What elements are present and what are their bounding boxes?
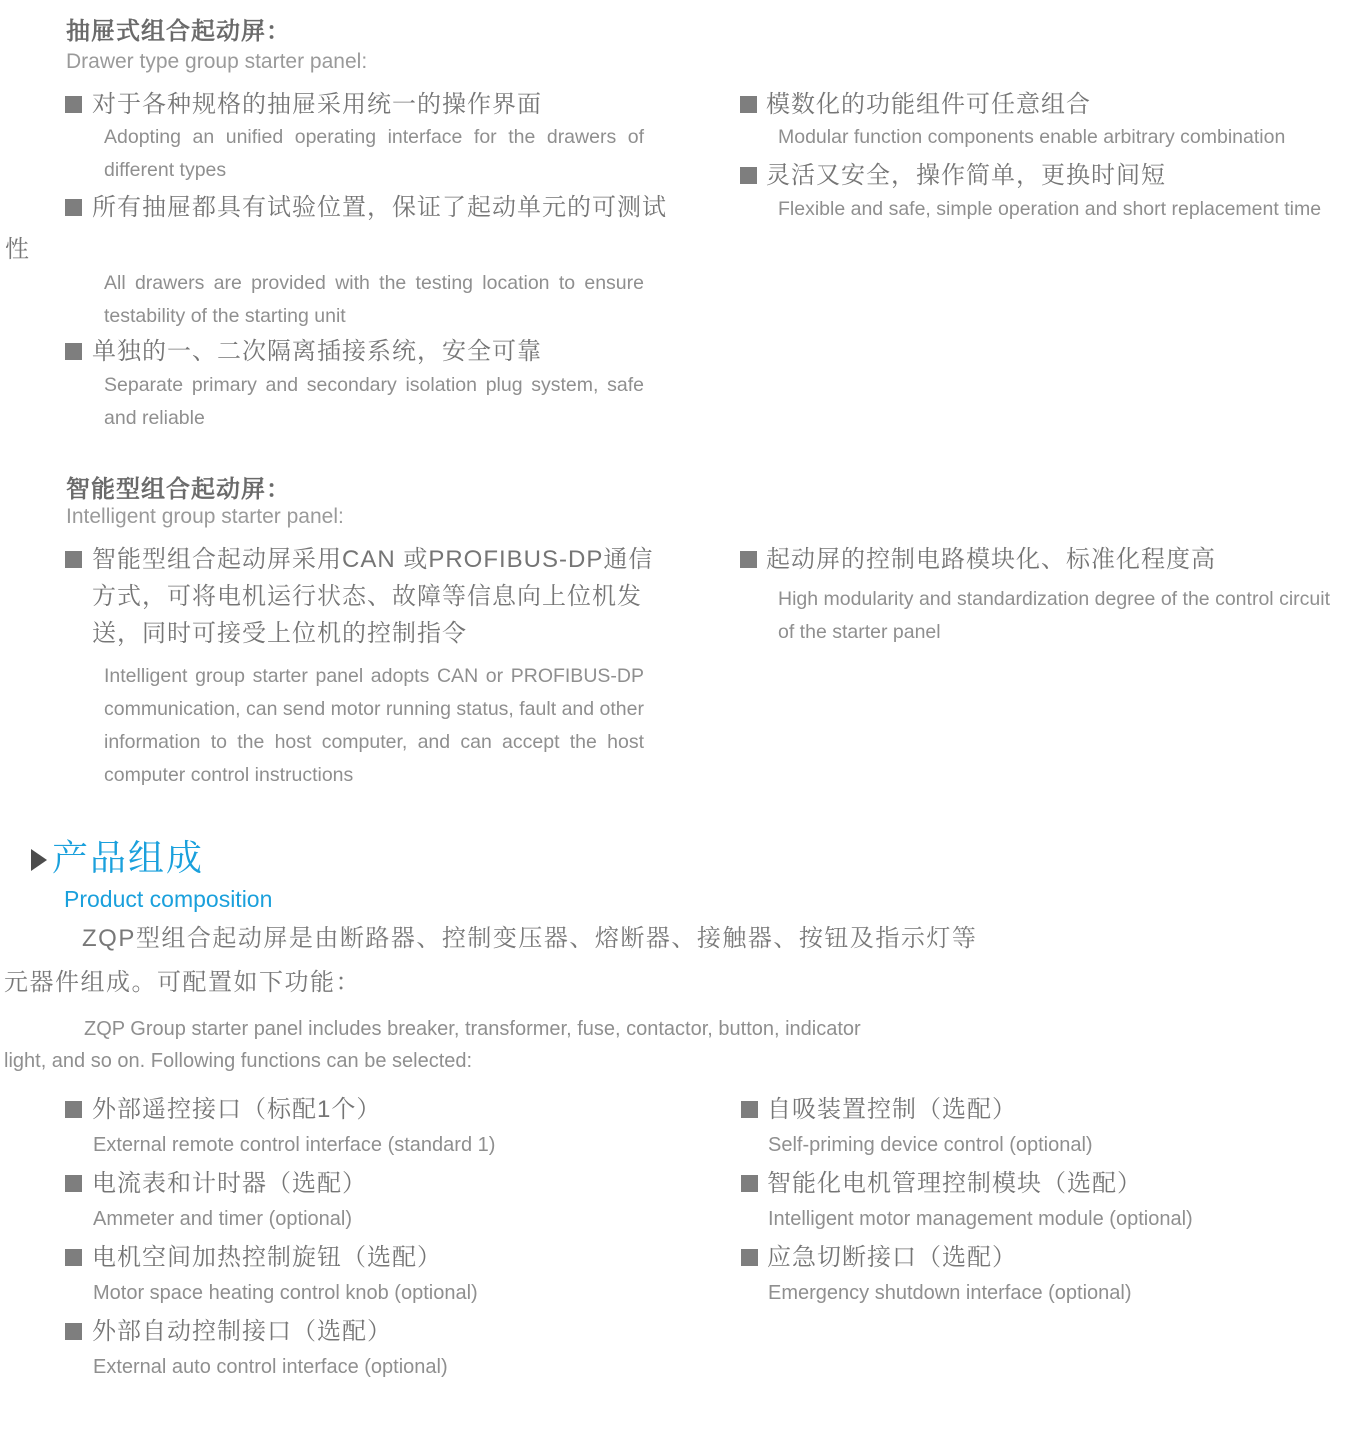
drawer-feature-1-cn: 对于各种规格的抽屉采用统一的操作界面: [92, 91, 542, 118]
bullet-square-icon: [65, 1249, 82, 1266]
option-4-cn: 外部自动控制接口（选配）: [92, 1318, 392, 1345]
option-4-en: External auto control interface (optional): [93, 1356, 448, 1378]
option-7-cn: 应急切断接口（选配）: [767, 1244, 1017, 1271]
intelligent-section-title-en: Intelligent group starter panel:: [66, 505, 344, 528]
option-3-en: Motor space heating control knob (optional): [93, 1282, 478, 1304]
drawer-feature-4-en: Modular function components enable arbitrary combination: [778, 126, 1286, 148]
option-3-cn: 电机空间加热控制旋钮（选配）: [92, 1244, 442, 1271]
bullet-square-icon: [741, 1175, 758, 1192]
bullet-square-icon: [65, 1175, 82, 1192]
option-7-en: Emergency shutdown interface (optional): [768, 1282, 1132, 1304]
drawer-feature-3-en: Separate primary and secondary isolation plug system, safe and reliable: [104, 374, 644, 429]
drawer-feature-2-cn: 所有抽屉都具有试验位置，保证了起动单元的可测试: [92, 194, 667, 221]
bullet-square-icon: [65, 199, 82, 216]
drawer-section-title-cn: 抽屉式组合起动屏：: [66, 18, 291, 45]
option-2-cn: 电流表和计时器（选配）: [92, 1170, 367, 1197]
bullet-square-icon: [65, 343, 82, 360]
composition-title-en: Product composition: [64, 886, 273, 912]
option-5-cn: 自吸装置控制（选配）: [767, 1096, 1017, 1123]
bullet-square-icon: [65, 96, 82, 113]
intelligent-feature-2-en: High modularity and standardization degree of the control circuit of the starter panel: [778, 588, 1330, 643]
bullet-square-icon: [65, 1101, 82, 1118]
bullet-square-icon: [65, 551, 82, 568]
drawer-feature-1-en: Adopting an unified operating interface for the drawers of different types: [104, 126, 644, 181]
drawer-feature-2-cn-wrap: 性: [5, 236, 30, 263]
composition-title-cn: 产品组成: [52, 837, 205, 878]
intelligent-feature-cn-line3: 送，同时可接受上位机的控制指令: [92, 620, 467, 647]
bullet-square-icon: [741, 1101, 758, 1118]
option-1-cn: 外部遥控接口（标配1个）: [92, 1096, 382, 1123]
bullet-square-icon: [65, 1323, 82, 1340]
bullet-square-icon: [741, 1249, 758, 1266]
drawer-feature-5-cn: 灵活又安全，操作简单，更换时间短: [766, 162, 1166, 189]
right-triangle-icon: [31, 849, 47, 871]
intelligent-feature-cn-line2: 方式，可将电机运行状态、故障等信息向上位机发: [92, 583, 642, 610]
option-6-cn: 智能化电机管理控制模块（选配）: [767, 1170, 1142, 1197]
composition-paragraph-cn-line2: 元器件组成。可配置如下功能：: [4, 969, 361, 996]
intelligent-feature-en: Intelligent group starter panel adopts CAN or PROFIBUS-DP communication, can send motor running status, fault and other information to the host computer, and can accept the host computer control instructions: [104, 665, 644, 786]
composition-paragraph-en-line2: light, and so on. Following functions can be selected:: [4, 1050, 473, 1072]
bullet-square-icon: [740, 551, 757, 568]
intelligent-section-title-cn: 智能型组合起动屏：: [66, 476, 291, 503]
drawer-feature-4-cn: 模数化的功能组件可任意组合: [766, 91, 1091, 118]
drawer-feature-2-en: All drawers are provided with the testing location to ensure testability of the starting unit: [104, 272, 644, 327]
option-1-en: External remote control interface (standard 1): [93, 1134, 496, 1156]
drawer-feature-5-en: Flexible and safe, simple operation and short replacement time: [778, 198, 1322, 220]
option-6-en: Intelligent motor management module (optional): [768, 1208, 1193, 1230]
option-5-en: Self-priming device control (optional): [768, 1134, 1093, 1156]
composition-paragraph-en-line1: ZQP Group starter panel includes breaker, transformer, fuse, contactor, button, indicator: [84, 1018, 861, 1040]
option-2-en: Ammeter and timer (optional): [93, 1208, 352, 1230]
drawer-section-title-en: Drawer type group starter panel:: [66, 50, 368, 73]
bullet-square-icon: [740, 96, 757, 113]
bullet-square-icon: [740, 167, 757, 184]
composition-paragraph-cn-line1: ZQP型组合起动屏是由断路器、控制变压器、熔断器、接触器、按钮及指示灯等: [82, 925, 978, 952]
intelligent-feature-cn-line1: 智能型组合起动屏采用CAN 或PROFIBUS-DP通信: [92, 546, 654, 573]
drawer-feature-3-cn: 单独的一、二次隔离插接系统，安全可靠: [92, 338, 542, 365]
intelligent-feature-2-cn: 起动屏的控制电路模块化、标准化程度高: [766, 546, 1216, 573]
